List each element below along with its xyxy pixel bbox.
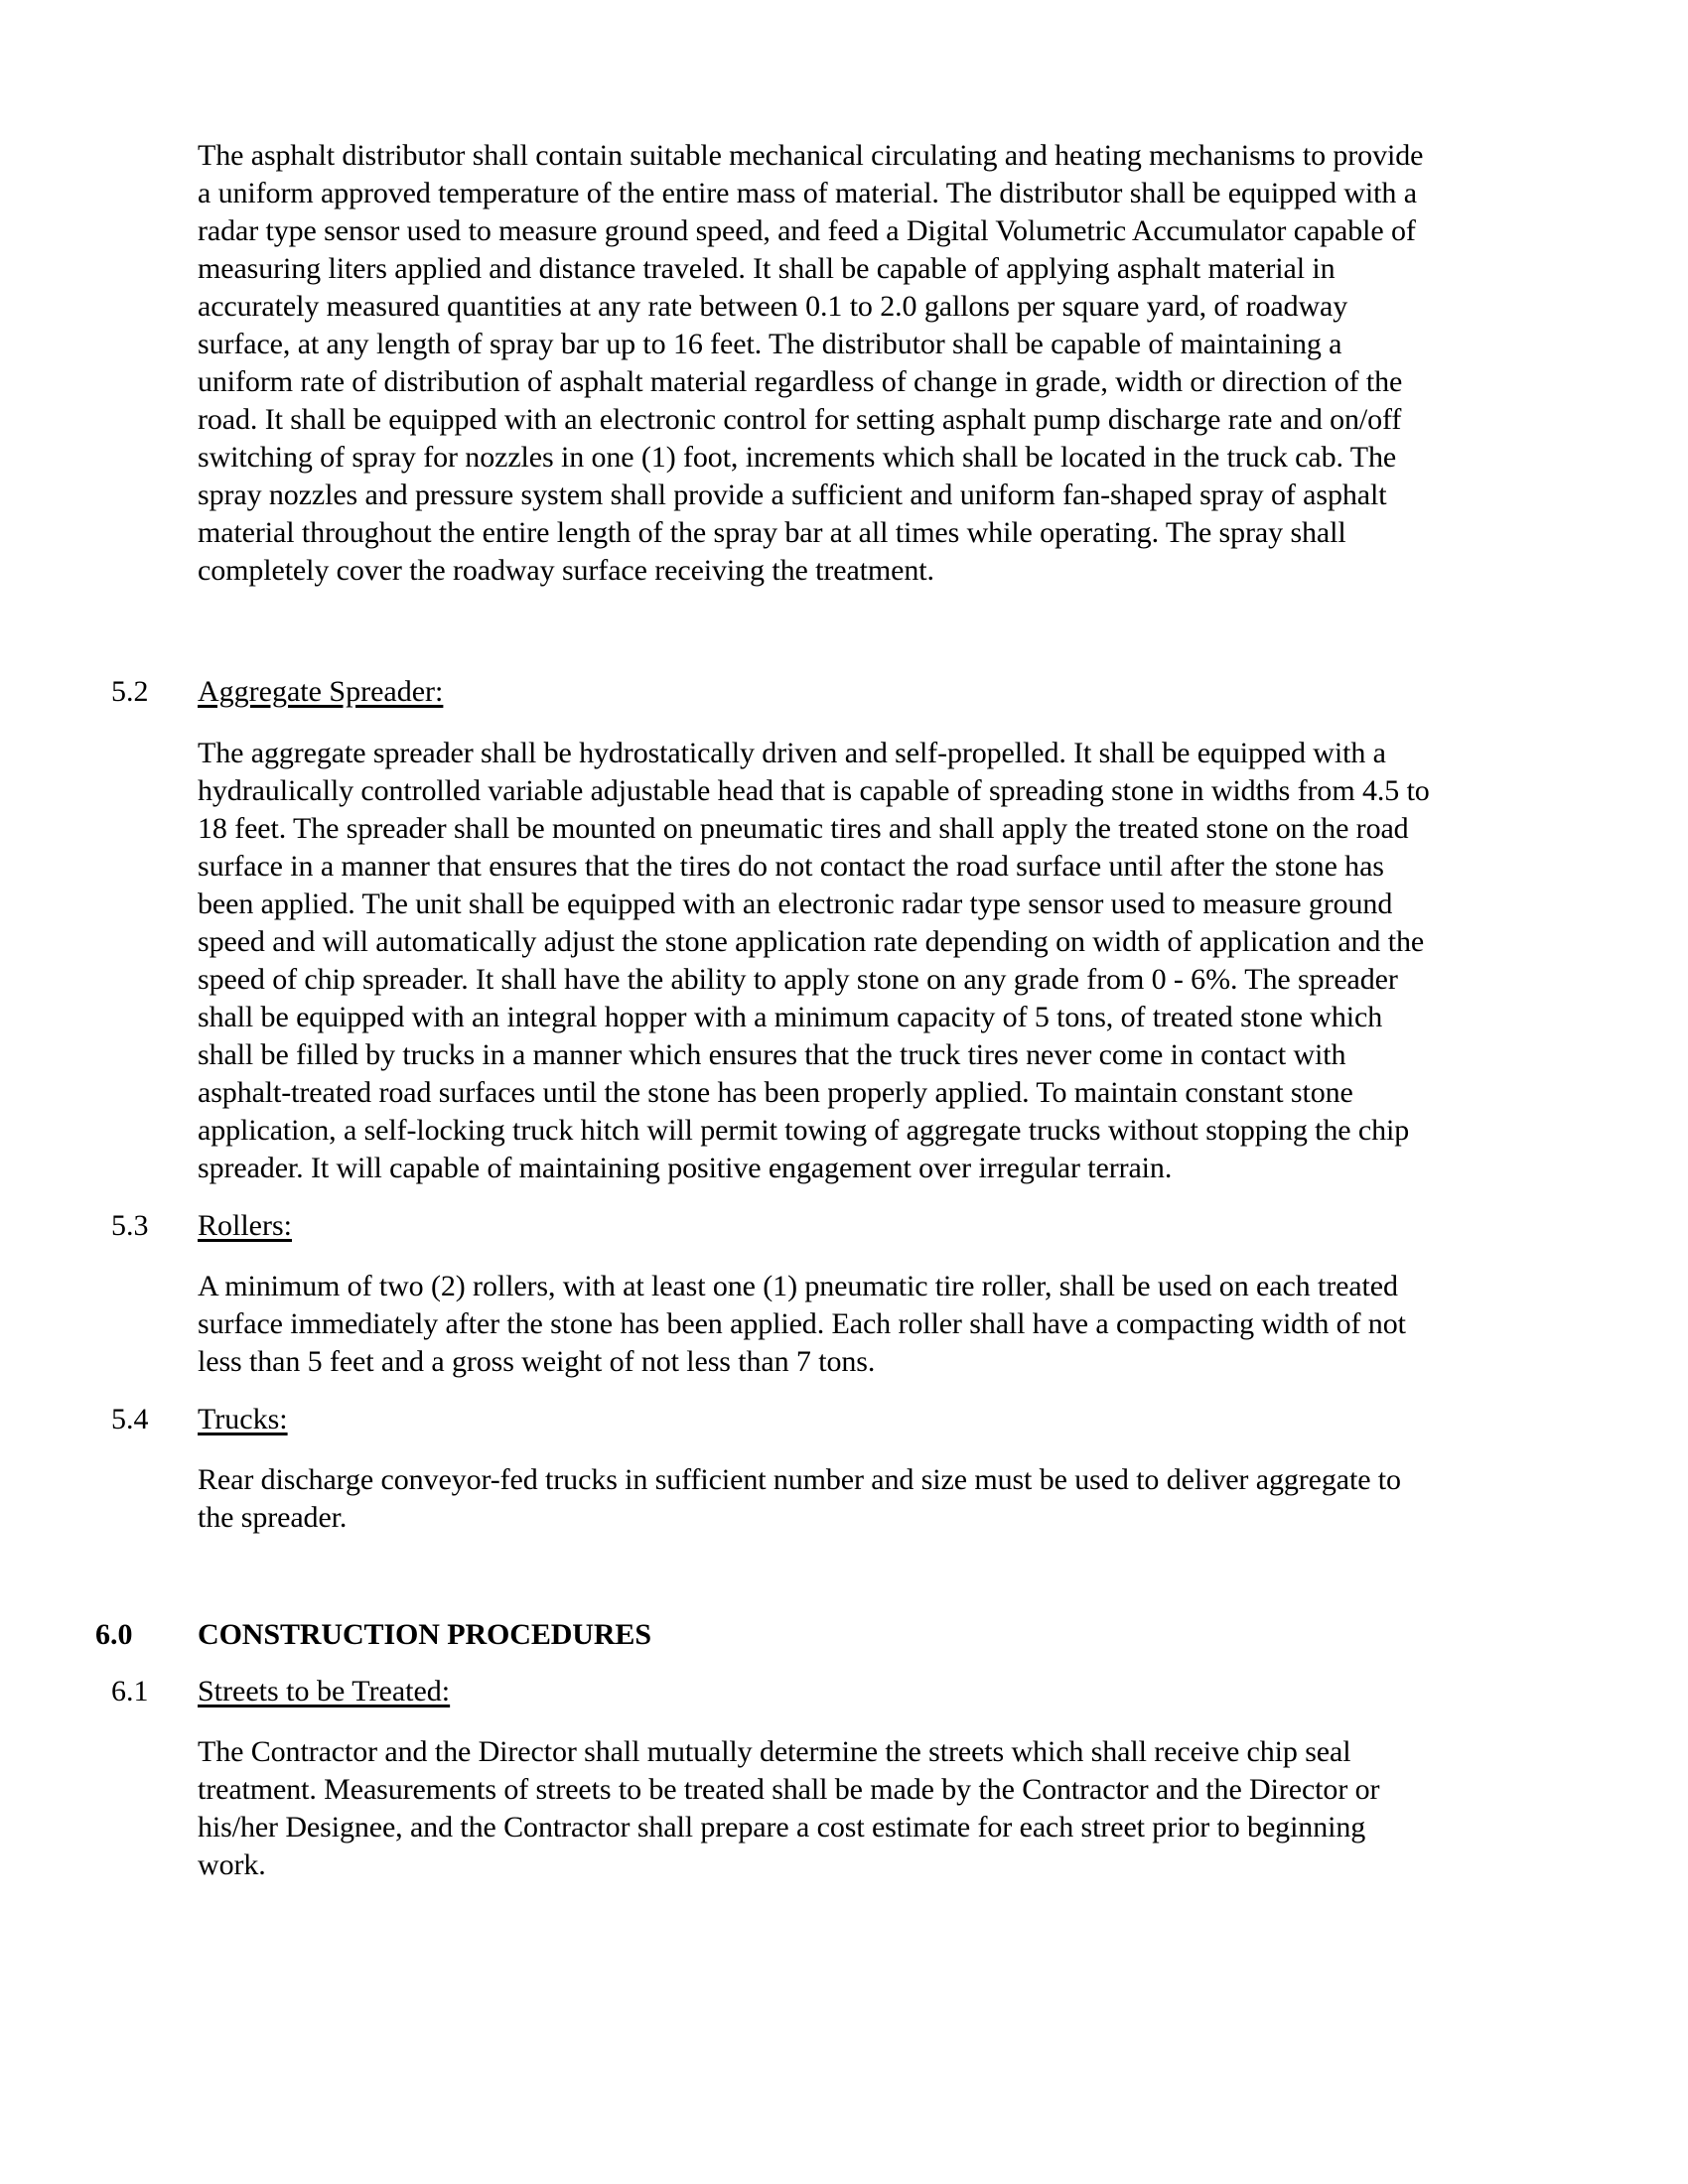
paragraph-line: measuring liters applied and distance traveled. It shall be capable of applying asphalt material in <box>198 252 1336 285</box>
paragraph-line: accurately measured quantities at any rate between 0.1 to 2.0 gallons per square yard, of roadway <box>198 290 1348 323</box>
section-heading: Streets to be Treated: <box>198 1675 451 1707</box>
paragraph-line: uniform rate of distribution of asphalt material regardless of change in grade, width or direction of the <box>198 365 1403 398</box>
paragraph-line: hydraulically controlled variable adjustable head that is capable of spreading stone in widths from 4.5 to <box>198 774 1430 807</box>
paragraph-line: 18 feet. The spreader shall be mounted on pneumatic tires and shall apply the treated stone on the road <box>198 812 1409 845</box>
section-heading: Rollers: <box>198 1209 292 1242</box>
paragraph-line: The Contractor and the Director shall mutually determine the streets which shall receive chip seal <box>198 1735 1351 1768</box>
paragraph-line: A minimum of two (2) rollers, with at least one (1) pneumatic tire roller, shall be used on each treated <box>198 1270 1398 1302</box>
paragraph-line: surface in a manner that ensures that the tires do not contact the road surface until after the stone has <box>198 850 1384 883</box>
paragraph-line: shall be equipped with an integral hopper with a minimum capacity of 5 tons, of treated stone which <box>198 1001 1383 1033</box>
paragraph-line: material throughout the entire length of the spray bar at all times while operating. The spray shall <box>198 516 1346 549</box>
paragraph-line: radar type sensor used to measure ground speed, and feed a Digital Volumetric Accumulator capable of <box>198 214 1416 247</box>
section-number: 5.4 <box>111 1403 149 1435</box>
section-number: 6.0 <box>95 1618 133 1651</box>
paragraph-line: spray nozzles and pressure system shall provide a sufficient and uniform fan-shaped spray of asphalt <box>198 478 1387 511</box>
paragraph-line: less than 5 feet and a gross weight of not less than 7 tons. <box>198 1345 876 1378</box>
section-title: CONSTRUCTION PROCEDURES <box>198 1618 651 1651</box>
paragraph-line: spreader. It will capable of maintaining positive engagement over irregular terrain. <box>198 1152 1173 1184</box>
paragraph-line: completely cover the roadway surface receiving the treatment. <box>198 554 934 587</box>
paragraph-line: treatment. Measurements of streets to be treated shall be made by the Contractor and the Director or <box>198 1773 1380 1806</box>
section-heading: Trucks: <box>198 1403 288 1435</box>
paragraph-line: work. <box>198 1848 266 1881</box>
section-number: 5.2 <box>111 675 149 708</box>
section-heading: Aggregate Spreader: <box>198 675 444 708</box>
paragraph-line: surface, at any length of spray bar up to 16 feet. The distributor shall be capable of maintaining a <box>198 328 1342 360</box>
paragraph-line: shall be filled by trucks in a manner which ensures that the truck tires never come in contact with <box>198 1038 1346 1071</box>
paragraph-line: surface immediately after the stone has been applied. Each roller shall have a compacting width of not <box>198 1307 1406 1340</box>
paragraph-line: Rear discharge conveyor-fed trucks in sufficient number and size must be used to deliver aggregate to <box>198 1463 1401 1496</box>
paragraph-line: switching of spray for nozzles in one (1) foot, increments which shall be located in the truck cab. The <box>198 441 1397 474</box>
paragraph-line: application, a self-locking truck hitch will permit towing of aggregate trucks without stopping the chip <box>198 1114 1410 1147</box>
paragraph-line: the spreader. <box>198 1501 348 1534</box>
paragraph-line: asphalt-treated road surfaces until the stone has been properly applied. To maintain constant stone <box>198 1076 1353 1109</box>
paragraph-line: speed of chip spreader. It shall have the ability to apply stone on any grade from 0 - 6%. The spreader <box>198 963 1398 996</box>
section-number: 6.1 <box>111 1675 149 1707</box>
paragraph-line: The aggregate spreader shall be hydrostatically driven and self-propelled. It shall be equipped with a <box>198 737 1386 769</box>
paragraph-line: The asphalt distributor shall contain suitable mechanical circulating and heating mechanisms to provide <box>198 139 1424 172</box>
paragraph-line: a uniform approved temperature of the entire mass of material. The distributor shall be equipped with a <box>198 177 1417 209</box>
paragraph-line: road. It shall be equipped with an electronic control for setting asphalt pump discharge rate and on/off <box>198 403 1402 436</box>
section-number: 5.3 <box>111 1209 149 1242</box>
paragraph-line: his/her Designee, and the Contractor shall prepare a cost estimate for each street prior to beginning <box>198 1811 1366 1843</box>
paragraph-line: been applied. The unit shall be equipped with an electronic radar type sensor used to measure ground <box>198 887 1393 920</box>
paragraph-line: speed and will automatically adjust the stone application rate depending on width of application and the <box>198 925 1425 958</box>
